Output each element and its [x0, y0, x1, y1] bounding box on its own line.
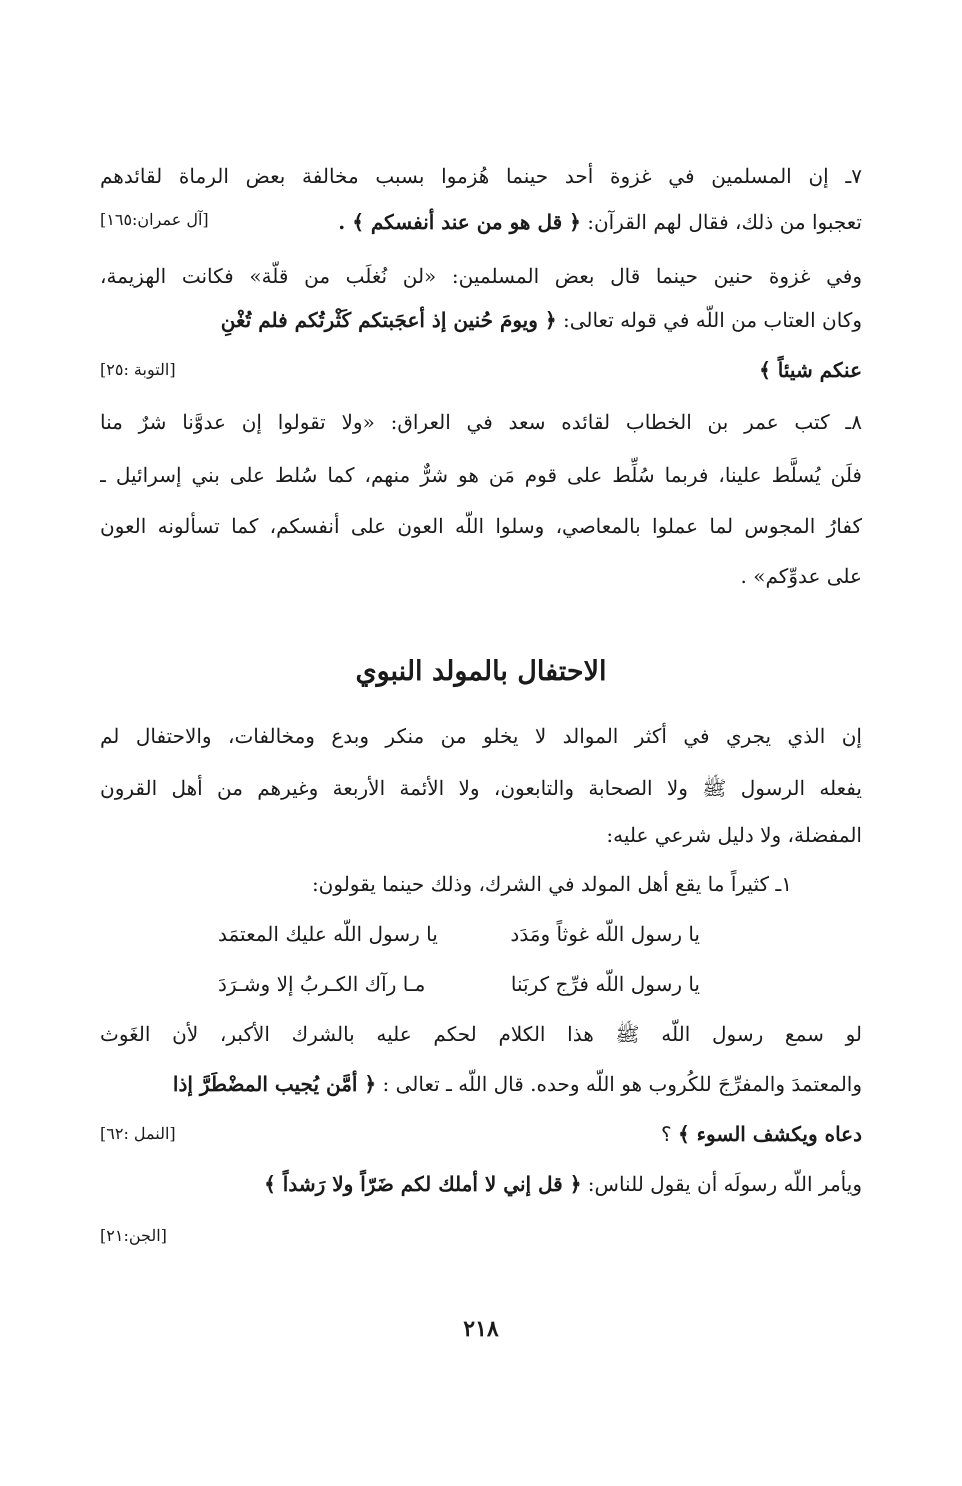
line-text: ؟	[660, 1122, 678, 1146]
quran-reference: [النمل :٦٢]	[100, 1124, 176, 1143]
paragraph-line: فلَن يُسلَّط علينا، فربما سُلِّط على قوم مَن هو شرٌّ منهم، كما سُلط على بني إسرائيل ـ	[100, 463, 862, 487]
page-number: ٢١٨	[463, 1316, 499, 1342]
poem-verse-first-half: يا رسول اللّه غوثاً ومَدَد	[510, 922, 700, 946]
paragraph-line: ٧ـ إن المسلمين في غزوة أحد حينما هُزموا بسبب مخالفة بعض الرماة لقائدهم	[100, 164, 862, 188]
quran-quote: دعاه ويكشف السوء ﴾	[677, 1122, 862, 1146]
section-heading: الاحتفال بالمولد النبوي	[355, 656, 607, 687]
paragraph-line: المفضلة، ولا دليل شرعي عليه:	[606, 823, 862, 847]
quran-reference: [آل عمران:١٦٥]	[100, 210, 209, 229]
line-text: وكان العتاب من اللّه في قوله تعالى:	[556, 308, 862, 332]
quran-quote: ﴿ أمَّن يُجيب المضْطَرَّ إذا	[172, 1072, 377, 1096]
paragraph-line: لو سمع رسول اللّه ﷺ هذا الكلام لحكم عليه بالشرك الأكبر، لأن الغَوث	[100, 1022, 862, 1046]
paragraph-line	[100, 1064, 862, 1106]
poem-verse-first-half: يا رسول اللّه فرِّج كربَنا	[510, 972, 700, 996]
quran-quote: ﴿ قل إني لا أملك لكم ضَرّاً ولا رَشداً ﴾	[264, 1172, 582, 1196]
poem-verse-second-half: يا رسول اللّه عليك المعتمَد	[218, 922, 438, 946]
quran-reference: [التوبة :٢٥]	[100, 360, 176, 379]
paragraph-line	[100, 1164, 862, 1206]
quran-reference: [الجن:٢١]	[100, 1226, 167, 1245]
line-text: والمعتمدَ والمفرِّجَ للكُروب هو اللّه وحده. قال اللّه ـ تعالى :	[376, 1072, 862, 1096]
paragraph-line: وفي غزوة حنين حينما قال بعض المسلمين: «لن نُغلَب من قلّة» فكانت الهزيمة،	[100, 264, 862, 288]
paragraph-line: يفعله الرسول ﷺ ولا الصحابة والتابعون، ولا الأئمة الأربعة وغيرهم من أهل القرون	[100, 776, 862, 800]
quran-quote: عنكم شيئاً ﴾	[759, 358, 862, 382]
paragraph-line: ٨ـ كتب عمر بن الخطاب لقائده سعد في العراق: «ولا تقولوا إن عدوَّنا شرٌ منا	[100, 410, 862, 434]
poem-verse-second-half: مـا رآك الكـربُ إلا وشـرَدَ	[218, 972, 426, 996]
line-text: تعجبوا من ذلك، فقال لهم القرآن:	[580, 210, 862, 234]
paragraph-line	[100, 202, 862, 244]
paragraph-line: ١ـ كثيراً ما يقع أهل المولد في الشرك، وذلك حينما يقولون:	[311, 872, 792, 896]
paragraph-line: إن الذي يجري في أكثر الموالد لا يخلو من منكر وبدع ومخالفات، والاحتفال لم	[100, 724, 862, 748]
paragraph-line: كفارُ المجوس لما عملوا بالمعاصي، وسلوا اللّه العون على أنفسكم، كما تسألونه العون	[100, 514, 862, 538]
quran-quote: ﴿ قل هو من عند أنفسكم ﴾ .	[338, 210, 581, 234]
paragraph-line	[100, 300, 862, 342]
paragraph-line	[100, 1114, 862, 1156]
paragraph-line: على عدوِّكم» .	[740, 564, 862, 588]
line-text: ويأمر اللّه رسولَه أن يقول للناس:	[581, 1172, 862, 1196]
quran-quote: ﴿ ويومَ حُنين إذ أعجَبتكم كَثْرتُكم فلم تُغْنِ	[220, 308, 557, 332]
paragraph-line	[100, 350, 862, 392]
